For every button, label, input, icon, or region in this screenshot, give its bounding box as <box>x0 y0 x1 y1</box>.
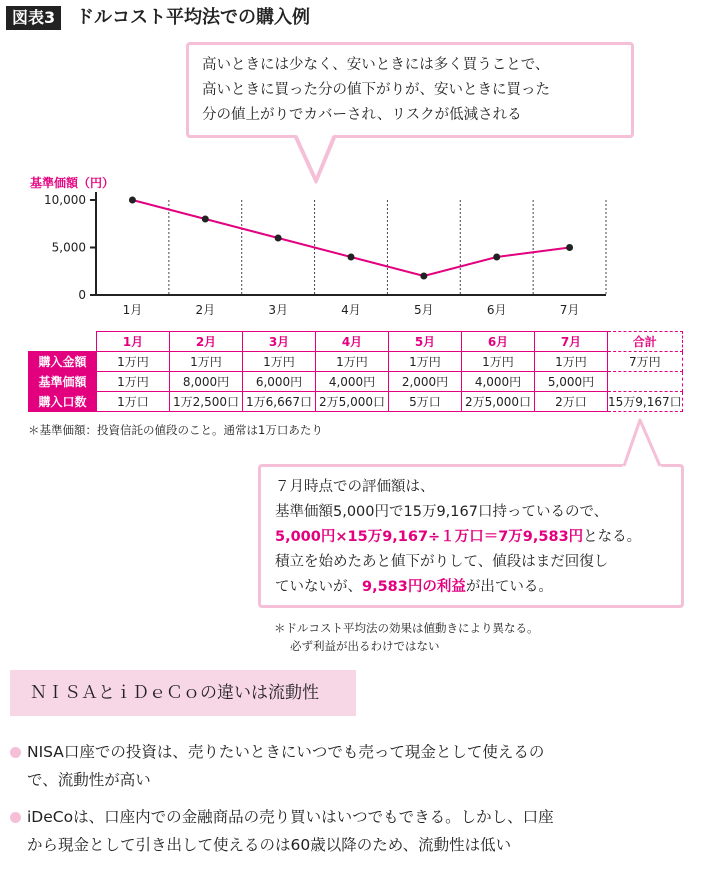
data-point <box>202 216 209 223</box>
table-cell: 1万円 <box>462 352 535 372</box>
y-axis-title: 基準価額（円） <box>30 176 115 190</box>
table-header-cell: 6月 <box>462 332 535 352</box>
x-tick-label: 3月 <box>268 303 288 317</box>
x-tick-label: 1月 <box>122 303 143 317</box>
x-tick-label: 7月 <box>559 303 580 317</box>
bullet-ideco-line-1: iDeCoは、口座内での金融商品の売り買いはいつでもできる。しかし、口座 <box>27 808 554 826</box>
table-row <box>29 372 683 392</box>
bullet-dot-icon <box>10 812 21 823</box>
row-label-base-price: 基準価額 <box>29 372 97 392</box>
y-tick-label: 0 <box>78 288 86 302</box>
x-tick-label: 5月 <box>414 303 434 317</box>
table-header-row <box>29 332 683 352</box>
callout2-line-5-a: ていないが、 <box>275 579 362 595</box>
table-header-cell: 1月 <box>97 332 170 352</box>
callout-evaluation <box>258 464 684 608</box>
table-cell: 1万円 <box>97 352 170 372</box>
table-header-total: 合計 <box>608 332 683 352</box>
table-cell: 1万円 <box>97 372 170 392</box>
table-cell: 5,000円 <box>535 372 608 392</box>
y-tick-label: 5,000 <box>51 240 86 255</box>
data-point <box>493 254 500 261</box>
y-tick-label: 10,000 <box>44 193 86 207</box>
table-row <box>29 352 683 372</box>
table-cell: 1万円 <box>243 352 316 372</box>
table-cell: 8,000円 <box>170 372 243 392</box>
table-header-cell: 3月 <box>243 332 316 352</box>
table-corner <box>29 332 97 352</box>
callout2-line-5-b: が出ている。 <box>465 579 553 595</box>
callout1-line-1: 高いときには少なく、安いときには多く買うことで、 <box>202 57 550 73</box>
callout2-line-2: 基準価額5,000円で15万9,167口持っているので、 <box>275 504 609 520</box>
effect-note-2: 必ず利益が出るわけではない <box>290 639 440 653</box>
bullet-nisa <box>10 738 700 794</box>
data-point <box>129 197 136 204</box>
bullet-ideco <box>10 803 700 859</box>
x-tick-label: 2月 <box>195 303 216 317</box>
table-cell: 2万口 <box>535 392 608 412</box>
table-cell: 2万5,000口 <box>316 392 389 412</box>
data-point <box>348 254 355 261</box>
row-label-purchase-amount: 購入金額 <box>29 352 97 372</box>
series-line <box>132 200 569 276</box>
section-heading: ＮＩＳＡとｉＤｅＣｏの違いは流動性 <box>10 670 356 716</box>
table-header-cell: 4月 <box>316 332 389 352</box>
data-point <box>420 273 427 280</box>
data-point <box>566 244 573 251</box>
x-tick-label: 6月 <box>486 303 507 317</box>
bullet-ideco-line-2: から現金として引き出して使えるのは60歳以降のため、流動性は低い <box>27 836 512 854</box>
row-label-units: 購入口数 <box>29 392 97 412</box>
callout1-line-3: 分の値上がりでカバーされ、リスクが低減される <box>202 107 522 123</box>
table-cell-total <box>608 372 683 392</box>
table-cell: 5万口 <box>389 392 462 412</box>
table-cell: 4,000円 <box>316 372 389 392</box>
table-cell: 1万6,667口 <box>243 392 316 412</box>
table-cell: 1万2,500口 <box>170 392 243 412</box>
x-tick-label: 4月 <box>341 303 361 317</box>
callout2-line-1: ７月時点での評価額は、 <box>275 479 435 495</box>
callout-risk-explanation <box>186 42 634 138</box>
line-chart <box>0 160 710 320</box>
figure-badge: 図表3 <box>6 6 61 30</box>
table-row <box>29 392 683 412</box>
table-cell: 1万円 <box>535 352 608 372</box>
table-cell: 1万円 <box>316 352 389 372</box>
figure-title: ドルコスト平均法での購入例 <box>76 7 310 28</box>
callout2-pointer <box>618 414 668 468</box>
bullet-nisa-line-2: で、流動性が高い <box>27 771 151 789</box>
table-cell: 2万5,000口 <box>462 392 535 412</box>
callout2-profit: 9,583円の利益 <box>362 579 466 595</box>
table-cell: 1万口 <box>97 392 170 412</box>
table-cell: 2,000円 <box>389 372 462 392</box>
table-cell: 1万円 <box>170 352 243 372</box>
data-point <box>275 235 282 242</box>
bullet-nisa-line-1: NISA口座での投資は、売りたいときにいつでも売って現金として使えるの <box>27 743 545 761</box>
table-cell-total: 15万9,167口 <box>608 392 683 412</box>
table-cell: 4,000円 <box>462 372 535 392</box>
callout2-line-5 <box>275 575 671 600</box>
table-footnote: ＊基準価額：投資信託の値段のこと。通常は1万口あたり <box>28 423 323 437</box>
table-header-cell: 7月 <box>535 332 608 352</box>
callout2-formula: 5,000円×15万9,167÷１万口＝7万9,583円 <box>275 529 584 545</box>
purchase-table <box>28 331 683 412</box>
callout2-line-3-rest: となる。 <box>583 529 642 545</box>
table-header-cell: 5月 <box>389 332 462 352</box>
callout1-line-2: 高いときに買った分の値下がりが、安いときに買った <box>202 82 550 98</box>
callout2-line-4: 積立を始めたあと値下がりして、値段はまだ回復し <box>275 554 609 570</box>
table-cell-total: 7万円 <box>608 352 683 372</box>
table-header-cell: 2月 <box>170 332 243 352</box>
table-cell: 1万円 <box>389 352 462 372</box>
callout2-line-3 <box>275 525 671 550</box>
bullet-dot-icon <box>10 747 21 758</box>
effect-note-1: ＊ドルコスト平均法の効果は値動きにより異なる。 <box>274 621 539 635</box>
table-cell: 6,000円 <box>243 372 316 392</box>
